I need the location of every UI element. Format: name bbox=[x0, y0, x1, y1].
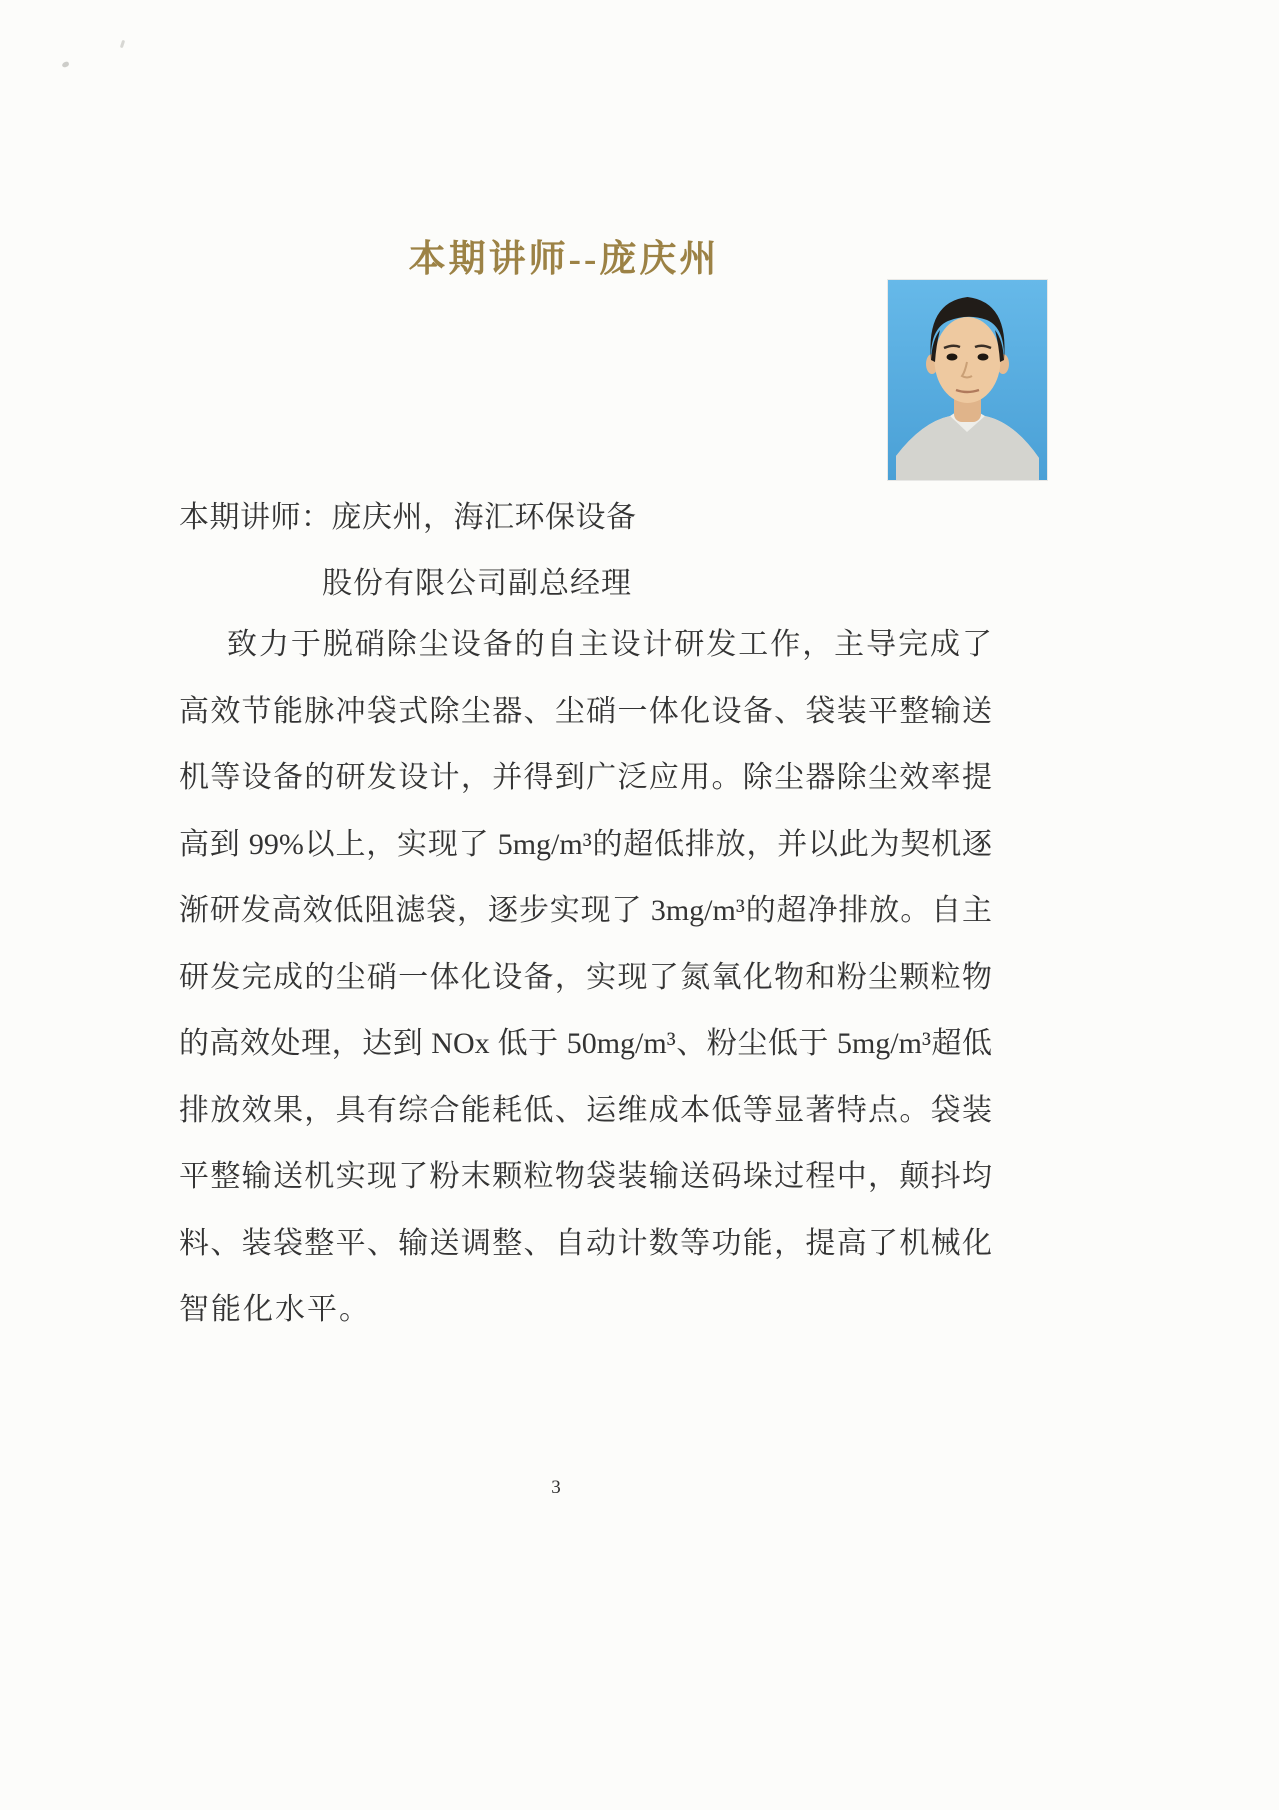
portrait-illustration bbox=[888, 280, 1047, 480]
paragraph-line: 的高效处理，达到 NOx 低于 50mg/m³、粉尘低于 5mg/m³超低 bbox=[179, 1027, 992, 1060]
paragraph-line: 高效节能脉冲袋式除尘器、尘硝一体化设备、袋装平整输送 bbox=[179, 694, 992, 728]
page-number: 3 bbox=[551, 1477, 561, 1498]
paragraph-line: 智能化水平。 bbox=[179, 1293, 371, 1326]
paragraph-line: 渐研发高效低阻滤袋，逐步实现了 3mg/m³的超净排放。自主 bbox=[179, 894, 992, 927]
scan-speck bbox=[61, 61, 69, 68]
lecturer-intro-line: 本期讲师：庞庆州，海汇环保设备 bbox=[179, 501, 637, 534]
page-title: 本期讲师--庞庆州 bbox=[408, 239, 720, 280]
lecturer-title-line: 股份有限公司副总经理 bbox=[322, 567, 632, 600]
paragraph-line: 高到 99%以上，实现了 5mg/m³的超低排放，并以此为契机逐 bbox=[179, 827, 992, 861]
paragraph-line: 平整输送机实现了粉末颗粒物袋装输送码垛过程中，颠抖均 bbox=[179, 1160, 992, 1193]
scan-speck bbox=[120, 40, 125, 49]
paragraph-line: 研发完成的尘硝一体化设备，实现了氮氧化物和粉尘颗粒物 bbox=[179, 960, 992, 994]
lecturer-photo bbox=[888, 280, 1047, 480]
paragraph-line: 机等设备的研发设计，并得到广泛应用。除尘器除尘效率提 bbox=[179, 761, 992, 794]
paragraph-line: 料、装袋整平、输送调整、自动计数等功能，提高了机械化 bbox=[179, 1226, 992, 1260]
paragraph-line: 致力于脱硝除尘设备的自主设计研发工作，主导完成了 bbox=[227, 628, 992, 661]
biography-paragraph bbox=[179, 612, 992, 1344]
paragraph-line: 排放效果，具有综合能耗低、运维成本低等显著特点。袋装 bbox=[179, 1093, 992, 1127]
